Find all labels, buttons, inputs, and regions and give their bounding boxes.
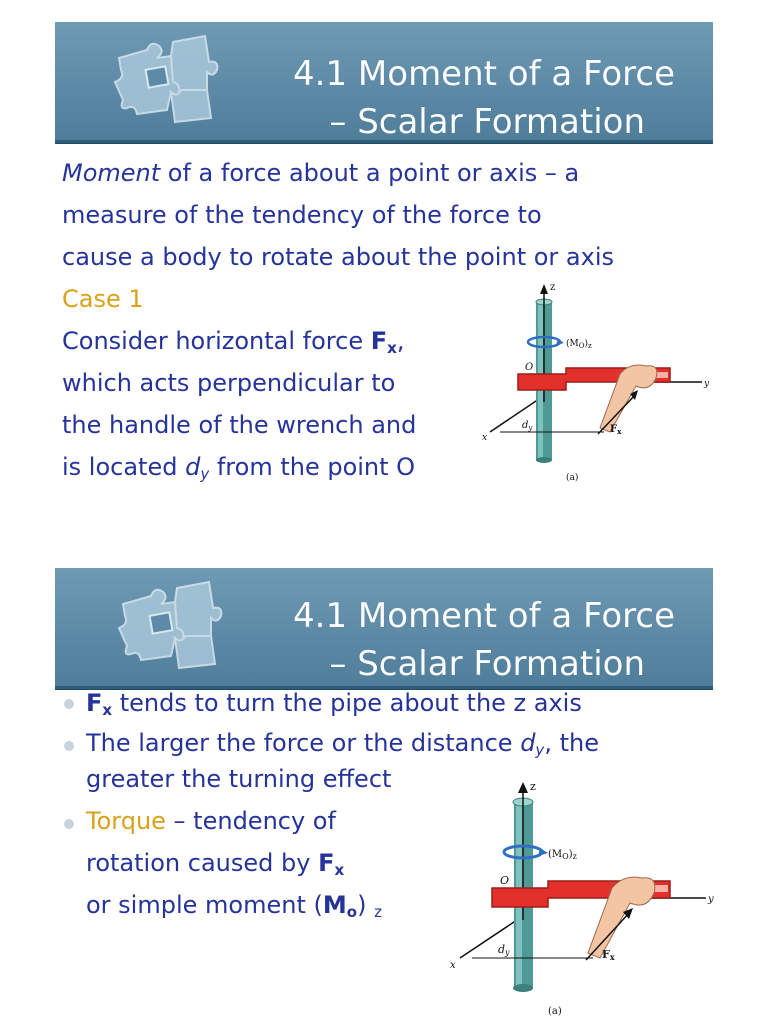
case-line-2: which acts perpendicular to — [62, 369, 396, 397]
case-line-3: the handle of the wrench and — [62, 411, 417, 439]
bullet-1: $F_x$ tends to turn the pipe about the z axis — [86, 689, 582, 719]
bullet-2-line-2: greater the turning effect — [86, 765, 392, 793]
title-line-1: 4.1 Moment of a Force — [293, 596, 675, 636]
bullet-icon — [64, 819, 74, 829]
title-banner — [55, 22, 713, 143]
origin-label: O — [500, 874, 510, 887]
case-line-4: is located $d_y$ from the point O — [62, 453, 416, 483]
origin-label: O — [525, 362, 534, 373]
wrench-figure — [436, 780, 721, 1020]
x-axis — [460, 918, 520, 958]
title-line-2: – Scalar Formation — [329, 102, 645, 142]
figure-caption: (a) — [566, 473, 579, 483]
slide-title — [293, 50, 675, 146]
puzzle-logo-icon — [111, 574, 231, 674]
bullet-icon — [64, 699, 74, 709]
case-line-1: Consider horizontal force $F_x$, — [62, 327, 405, 357]
definition-text: of a force about a point or axis – a — [160, 159, 580, 187]
y-label: y — [704, 379, 710, 389]
y-label: y — [708, 894, 714, 905]
definition-line-1 — [62, 152, 614, 194]
bullet-2: The larger the force or the distance $d_y$, the — [86, 729, 599, 759]
definition-line-2: measure of the tendency of the force to — [62, 201, 542, 229]
moment-label: $(M_O)_z$ — [548, 849, 577, 861]
title-banner — [55, 568, 713, 689]
force-label: $F_x$ — [610, 424, 622, 436]
z-label: z — [530, 780, 536, 793]
slide-title — [293, 592, 675, 688]
z-label: z — [550, 282, 556, 293]
bullet-3-line-2: rotation caused by $F_x$ — [86, 849, 345, 879]
moment-label: $(M_O)_z$ — [566, 339, 592, 350]
x-label: x — [482, 433, 488, 443]
force-label: Fx — [602, 948, 615, 962]
dy-label: $d_y$ — [522, 420, 533, 432]
slide-2 — [0, 560, 768, 1024]
x-axis — [490, 397, 542, 432]
case-label: Case 1 — [62, 285, 144, 313]
title-line-1: 4.1 Moment of a Force — [293, 54, 675, 94]
torque-term: Torque — [86, 807, 166, 835]
wrench-figure — [470, 282, 715, 487]
dy-label: dy — [498, 943, 510, 957]
bullet-icon — [64, 741, 74, 751]
puzzle-logo-icon — [107, 28, 227, 128]
bullet-3: Torque – tendency of — [86, 807, 336, 835]
figure-caption: (a) — [548, 1006, 562, 1017]
moment-term: Moment — [62, 159, 161, 187]
title-line-2: – Scalar Formation — [329, 644, 645, 684]
bullet-3-line-3: or simple moment $(M_o)$ $_z$ — [86, 891, 382, 921]
x-label: x — [450, 960, 456, 971]
force-symbol: F — [370, 327, 388, 355]
definition-line-3: cause a body to rotate about the point or axis — [62, 243, 614, 271]
